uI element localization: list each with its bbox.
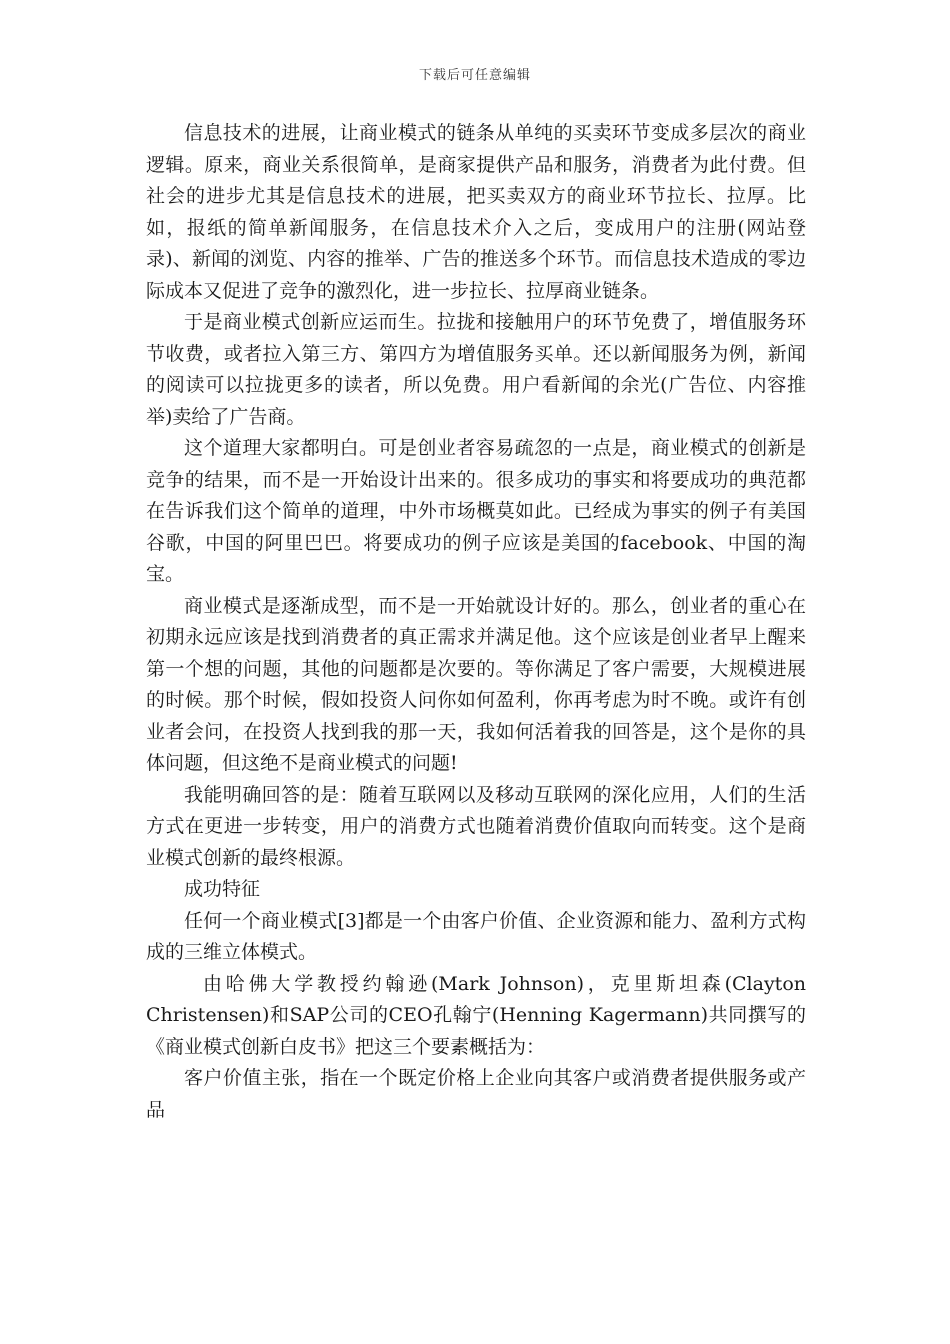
paragraph: 于是商业模式创新应运而生。拉拢和接触用户的环节免费了，增值服务环节收费，或者拉入第三方、第四方为增值服务买单。还以新闻服务为例，新闻的阅读可以拉拢更多的读者，所以免费。用户看新闻的余光(广告位、内容推举)卖给了广告商。 bbox=[146, 311, 806, 428]
paragraph: 任何一个商业模式[3]都是一个由客户价值、企业资源和能力、盈利方式构成的三维立体模式。 bbox=[146, 909, 806, 963]
section-heading: 成功特征 bbox=[184, 878, 261, 900]
paragraph: 我能明确回答的是：随着互联网以及移动互联网的深化应用，人们的生活方式在更进一步转变，用户的消费方式也随着消费价值取向而转变。这个是商业模式创新的最终根源。 bbox=[146, 783, 806, 869]
paragraph: 这个道理大家都明白。可是创业者容易疏忽的一点是，商业模式的创新是竞争的结果，而不是一开始设计出来的。很多成功的事实和将要成功的典范都在告诉我们这个简单的道理，中外市场概莫如此。已经成为事实的例子有美国谷歌，中国的阿里巴巴。将要成功的例子应该是美国的facebook、中国的淘宝。 bbox=[146, 437, 806, 585]
paragraph: 由哈佛大学教授约翰逊(Mark Johnson)，克里斯坦森(Clayton Christensen)和SAP公司的CEO孔翰宁(Henning Kagermann)共同撰写的《商业模式创新白皮书》把这三个要素概括为： bbox=[146, 972, 806, 1058]
paragraph: 信息技术的进展，让商业模式的链条从单纯的买卖环节变成多层次的商业逻辑。原来，商业关系很简单，是商家提供产品和服务，消费者为此付费。但社会的进步尤其是信息技术的进展，把买卖双方的商业环节拉长、拉厚。比如，报纸的简单新闻服务，在信息技术介入之后，变成用户的注册(网站登录)、新闻的浏览、内容的推举、广告的推送多个环节。而信息技术造成的零边际成本又促进了竞争的激烈化，进一步拉长、拉厚商业链条。 bbox=[146, 122, 806, 302]
page-header: 下载后可任意编辑 bbox=[418, 68, 531, 83]
document-body bbox=[146, 118, 806, 1126]
paragraph: 客户价值主张，指在一个既定价格上企业向其客户或消费者提供服务或产品 bbox=[146, 1067, 806, 1121]
paragraph: 商业模式是逐渐成型，而不是一开始就设计好的。那么，创业者的重心在初期永远应该是找到消费者的真正需求并满足他。这个应该是创业者早上醒来第一个想的问题，其他的问题都是次要的。等你满足了客户需要，大规模进展的时候。那个时候，假如投资人问你如何盈利，你再考虑为时不晚。或许有创业者会问，在投资人找到我的那一天，我如何活着我的回答是，这个是你的具体问题，但这绝不是商业模式的问题! bbox=[146, 594, 806, 774]
